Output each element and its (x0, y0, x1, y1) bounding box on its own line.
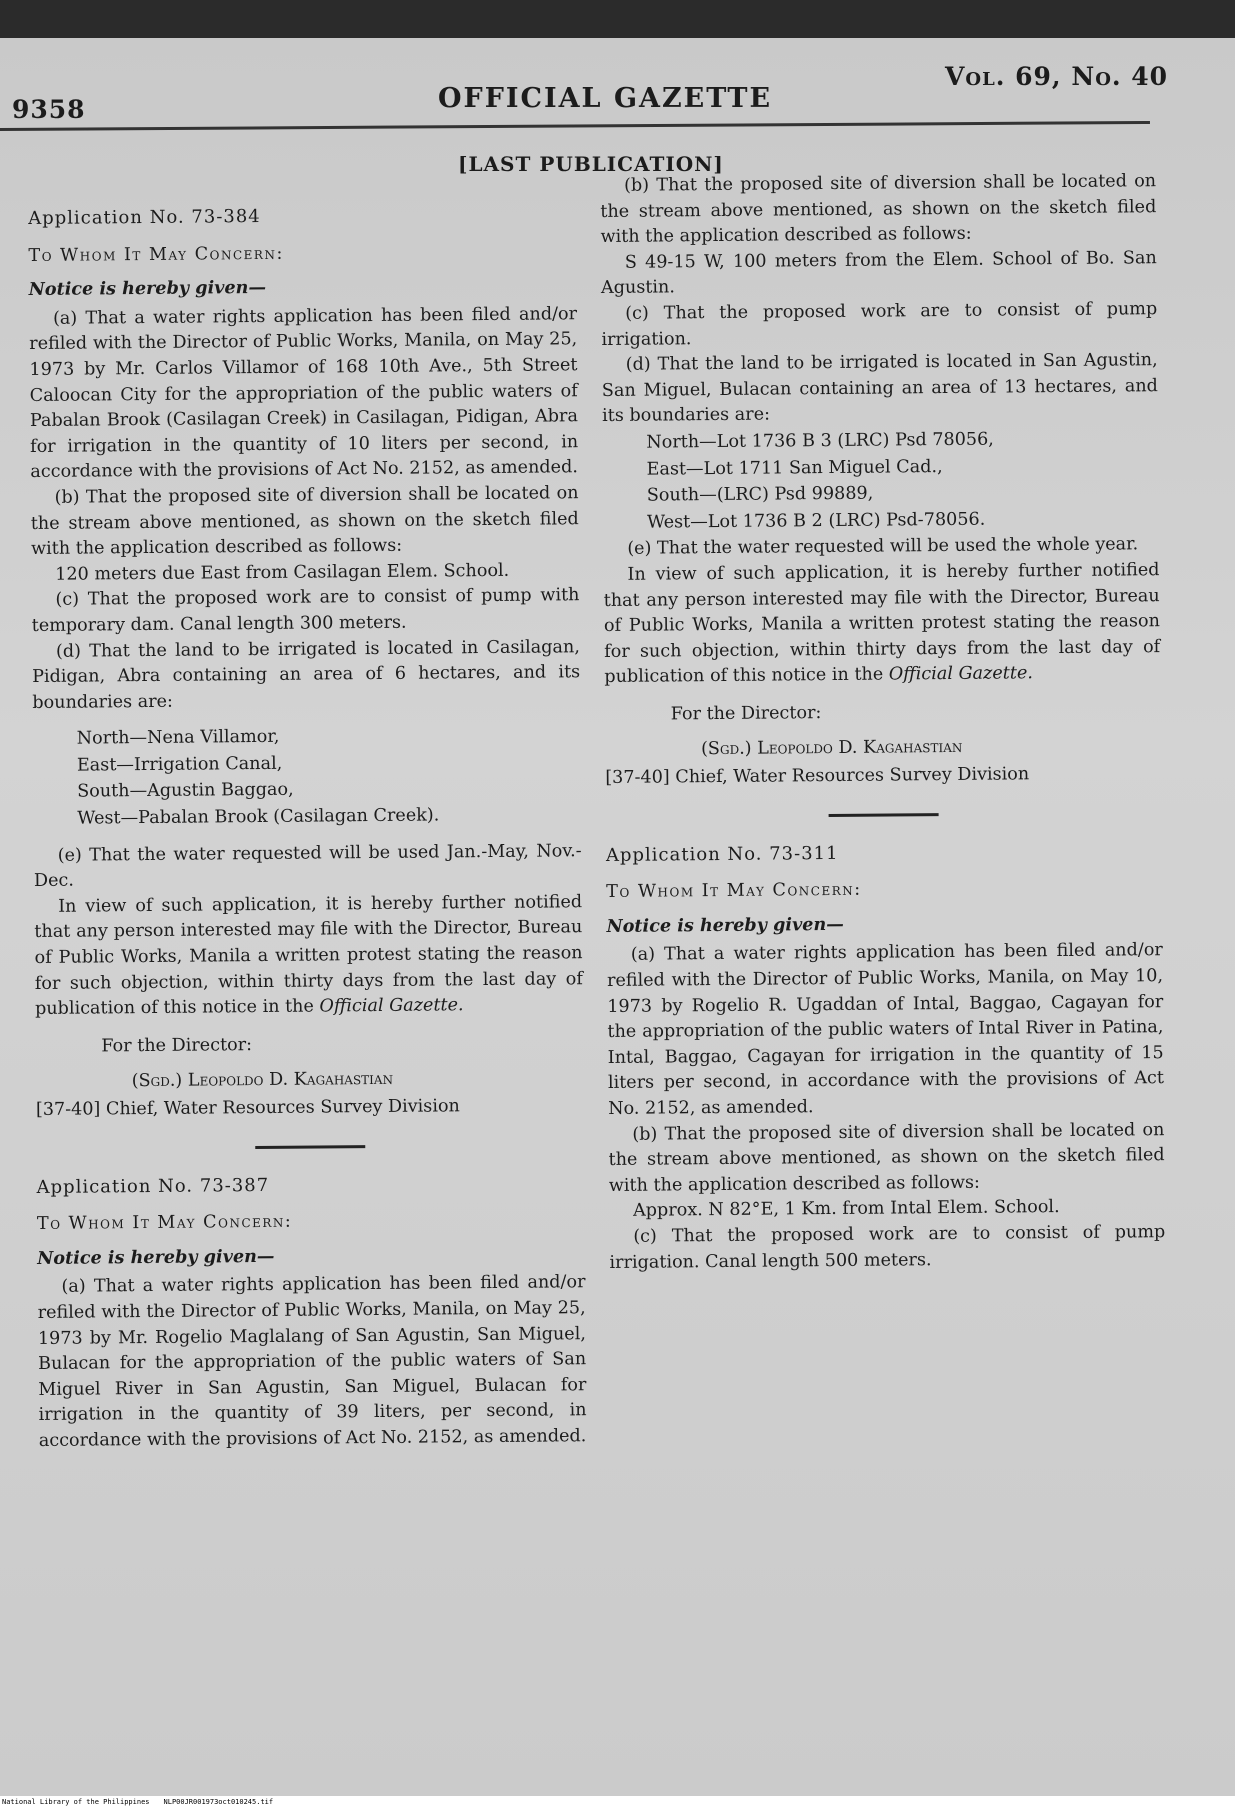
paragraph-d: (d) That the land to be irrigated is located in San Agustin, San Miguel, Bulacan containing an area of 13 hectares, and its boundaries are: (601, 350, 1158, 427)
diversion-location: Approx. N 82°E, 1 Km. from Intal Elem. School. (632, 1197, 1060, 1222)
salutation: To Whom It May Concern: (36, 1211, 293, 1235)
paragraph-e: (e) That the water requested will be used Jan.-May, Nov.-Dec. (33, 840, 582, 892)
chief-line: [37-40] Chief, Water Resources Survey Division (605, 764, 1030, 789)
salutation: To Whom It May Concern: (28, 243, 284, 266)
paragraph-c: (c) That the proposed work are to consist of pump irrigation. Canal length 500 meters. (609, 1222, 1166, 1273)
boundary-east: East—Lot 1711 San Miguel Cad., (646, 456, 943, 480)
paragraph-e: (e) That the water requested will be used the whole year. (627, 534, 1139, 560)
protest-text: In view of such application, it is hereby further notified that any person interested may file with the Director, Bureau of Public Works, Manila a written protest stating the reason for such objection, within thirty days from the last day of publication of this notice in the (603, 560, 1161, 688)
boundary-south: South—(LRC) Psd 99889, (646, 483, 874, 506)
signature: (Sgd.) Leopoldo D. Kagahastian (700, 737, 963, 760)
chief-line: [37-40] Chief, Water Resources Survey Division (35, 1096, 460, 1120)
application-number: Application No. 73-384 (28, 205, 261, 229)
paragraph-a: (a) That a water rights application has been filed and/or refiled with the Director of Public Works, Manila, on May 10, 1973 by Rogelio R. Ugaddan of Intal, Baggao, Cagayan for the appropriation of the public waters of Intal River in Patina, Intal, Baggao, Cagayan for irrigation in the quantity of 15 liters per second, in accordance with the provisions of Act No. 2152, as amended. (606, 940, 1165, 1119)
page-number: 9358 (12, 95, 86, 124)
volume-number: Vol. 69, No. 40 (945, 62, 1169, 91)
protest-text: In view of such application, it is hereby further notified that any person interested may file with the Director, Bureau of Public Works, Manila a written protest stating the reason for such objection, within thirty days from the last day of publication of this notice in the (34, 892, 583, 1020)
separator-rule (255, 1145, 365, 1149)
boundary-east: East—Irrigation Canal, (76, 753, 283, 776)
salutation: To Whom It May Concern: (606, 879, 862, 903)
boundary-south: South—Agustin Baggao, (77, 780, 294, 803)
signature: (Sgd.) Leopoldo D. Kagahastian (131, 1069, 394, 1092)
protest-notice (34, 890, 583, 1023)
scan-footer (0, 1796, 1235, 1808)
boundaries-list (602, 426, 1159, 536)
file-name: NLP00JR001973oct010245.tif (163, 1798, 274, 1806)
for-director: For the Director: (670, 702, 822, 725)
protest-notice (603, 558, 1160, 691)
notice-heading: Notice is hereby given— (37, 1245, 275, 1269)
gazette-name: Official Gazette. (319, 995, 464, 1017)
right-column (600, 169, 1166, 1276)
library-name: National Library of the Philippines (2, 1798, 150, 1806)
paragraph-a: (a) That a water rights application has been filed and/or refiled with the Director of Public Works, Manila, on May 25, 1973 by Mr. Rogelio Maglalang of San Agustin, San Miguel, Bulacan for the appropriation of the public waters of San Miguel River in San Agustin, San Miguel, Bulacan for irrigation in the quantity of 39 liters, per second, in accordance with the provisions of Act No. 2152, as amended. (37, 1272, 587, 1451)
notice-heading: Notice is hereby given— (606, 913, 844, 937)
publication-heading: [LAST PUBLICATION] (458, 152, 724, 176)
paragraph-c: (c) That the proposed work are to consist of pump irrigation. (601, 299, 1158, 350)
for-director: For the Director: (101, 1034, 253, 1057)
paragraph-b: (b) That the proposed site of diversion shall be located on the stream above mentioned, as shown on the sketch filed with the application described as follows: (30, 483, 579, 560)
gazette-name: Official Gazette. (888, 663, 1033, 685)
paragraph-b: (b) That the proposed site of diversion shall be located on the stream above mentioned, as shown on the sketch filed with the application described as follows: (600, 171, 1157, 248)
paragraph-b: (b) That the proposed site of diversion shall be located on the stream above mentioned, as shown on the sketch filed with the application described as follows: (608, 1119, 1165, 1196)
application-number: Application No. 73-311 (605, 842, 839, 866)
notice-heading: Notice is hereby given— (28, 277, 267, 301)
boundary-north: North—Lot 1736 B 3 (LRC) Psd 78056, (646, 429, 994, 453)
gazette-title: OFFICIAL GAZETTE (438, 83, 773, 114)
paragraph-d: (d) That the land to be irrigated is located in Casilagan, Pidigan, Abra containing an area of 6 hectares, and its boundaries are: (32, 636, 581, 713)
paragraph-c: (c) That the proposed work are to consist of pump with temporary dam. Canal length 300 meters. (31, 585, 580, 636)
boundary-west: West—Pabalan Brook (Casilagan Creek). (77, 805, 440, 829)
boundaries-list (33, 722, 582, 832)
left-column (28, 197, 587, 1451)
boundary-north: North—Nena Villamor, (76, 727, 280, 749)
paragraph-a: (a) That a water rights application has been filed and/or refiled with the Director of Public Works, Manila, on May 25, 1973 by Mr. Carlos Villamor of 168 10th Ave., 5th Street Caloocan City for the appropriation of the public waters of Pabalan Brook (Casilagan Creek) in Casilagan, Pidigan, Abra for irrigation in the quantity of 10 liters per second, in accordance with the provisions of Act No. 2152, as amended. (29, 303, 579, 483)
separator-rule (829, 813, 939, 817)
application-number: Application No. 73-387 (36, 1174, 270, 1198)
boundary-west: West—Lot 1736 B 2 (LRC) Psd-78056. (646, 509, 986, 533)
diversion-location: S 49-15 W, 100 meters from the Elem. School of Bo. San Agustin. (600, 247, 1157, 299)
diversion-location: 120 meters due East from Casilagan Elem. School. (55, 560, 510, 585)
